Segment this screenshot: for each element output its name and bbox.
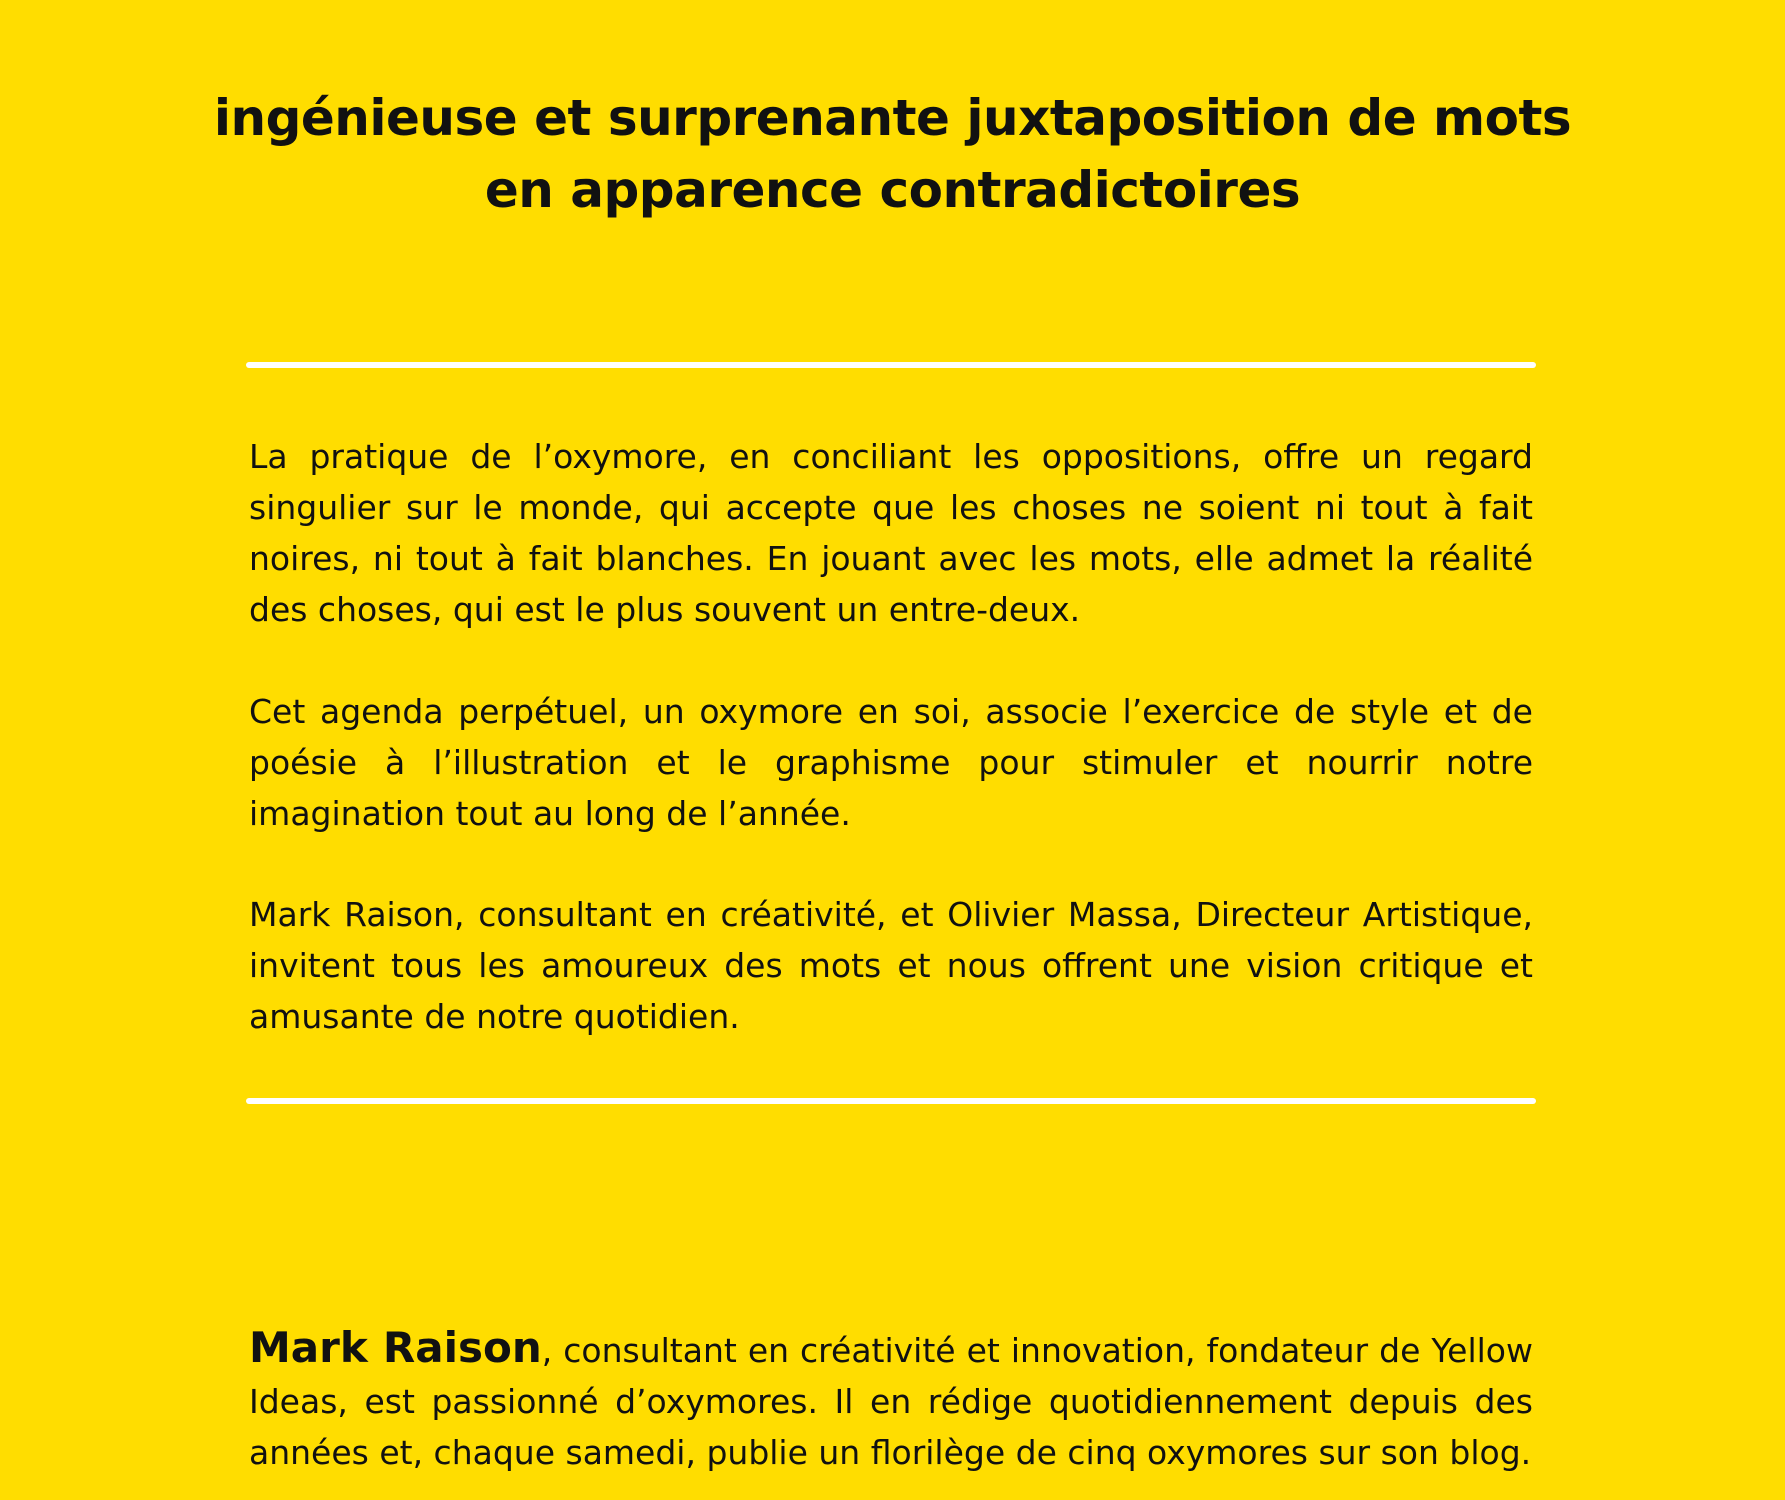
paragraph-perpetual-agenda: Cet agenda perpétuel, un oxymore en soi, associe l’exercice de style et de poésie à l’illustration et le graphisme pour stimuler et nourrir notre imagination tout au long de l’année. bbox=[249, 692, 1533, 833]
author-bio-text: , consultant en créativité et innovation, fondateur de Yellow Ideas, est passionné d’oxymores. Il en rédige quotidiennement depuis des années et, chaque samedi, publie un florilège de cinq oxymores sur son blog. bbox=[249, 1331, 1533, 1472]
author-bio bbox=[249, 1322, 1533, 1478]
divider-bottom bbox=[246, 1098, 1536, 1104]
author-name: Mark Raison bbox=[249, 1323, 542, 1372]
headline bbox=[200, 82, 1585, 226]
divider-top bbox=[246, 362, 1536, 368]
paragraph-oxymore-practice: La pratique de l’oxymore, en conciliant les oppositions, offre un regard singulier sur le monde, qui accepte que les choses ne soient ni tout à fait noires, ni tout à fait blanches. En jouant avec les mots, elle admet la réalité des choses, qui est le plus souvent un entre-deux. bbox=[249, 437, 1533, 629]
headline-line-2: en apparence contradictoires bbox=[484, 161, 1301, 219]
headline-line-1: ingénieuse et surprenante juxtaposition de mots bbox=[213, 89, 1572, 147]
paragraph-authors: Mark Raison, consultant en créativité, et Olivier Massa, Directeur Artistique, invitent tous les amoureux des mots et nous offrent une vision critique et amusante de notre quotidien. bbox=[249, 895, 1533, 1036]
